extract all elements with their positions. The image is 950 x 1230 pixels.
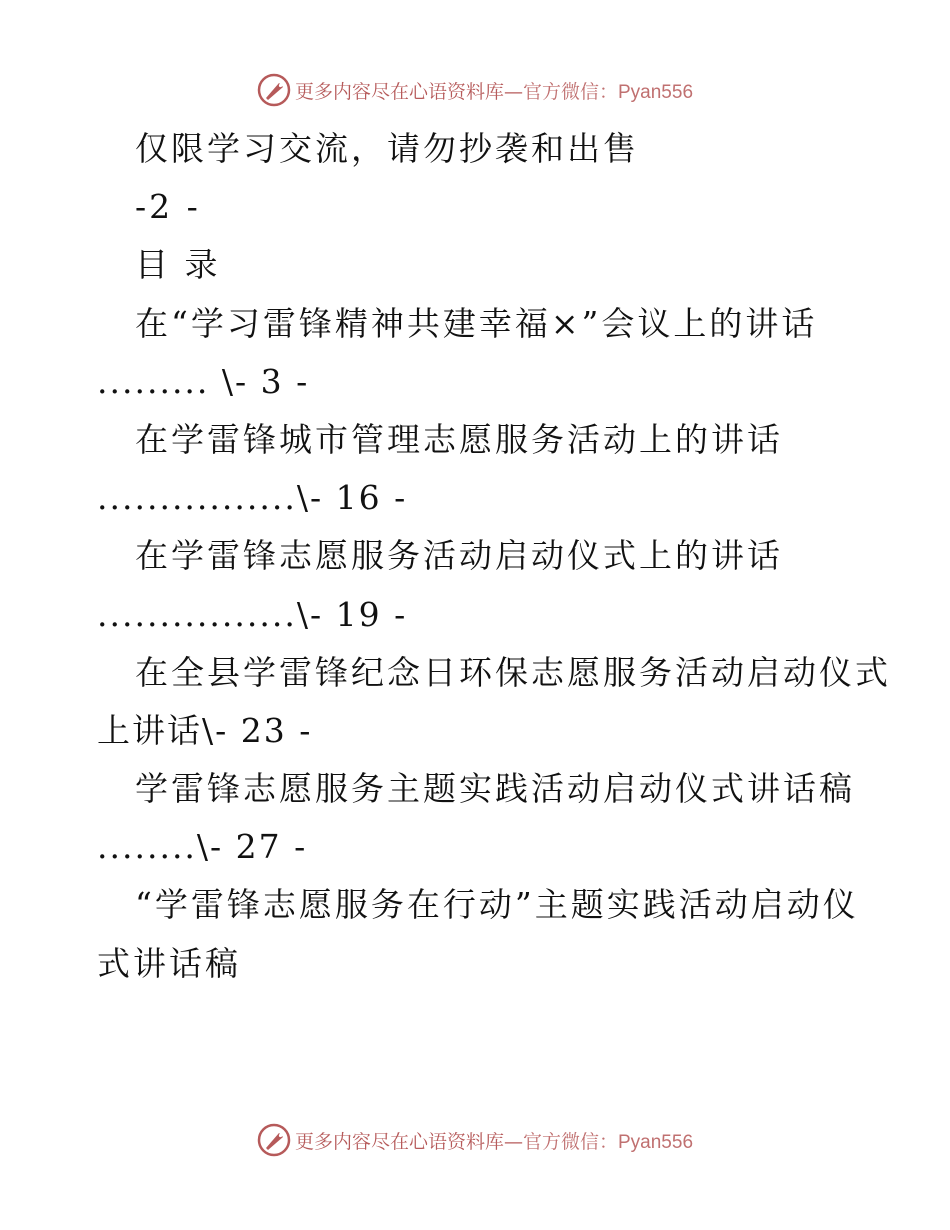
toc-entry-leader: ........\- 27 - xyxy=(97,827,308,867)
toc-entry-title: 在全县学雷锋纪念日环保志愿服务活动启动仪式 xyxy=(135,652,891,692)
toc-entry-leader: ................\- 19 - xyxy=(97,594,408,634)
toc-entry-leader: ......... \- 3 - xyxy=(97,361,310,401)
watermark-text: 更多内容尽在心语资料库— xyxy=(294,80,523,103)
toc-entry-leader: ................\- 16 - xyxy=(97,478,408,518)
toc-entry-leader: 式讲话稿 xyxy=(97,943,241,983)
toc-entry-title: “学雷锋志愿服务在行动”主题实践活动启动仪 xyxy=(135,885,859,925)
watermark-wechat: 官方微信：Pyan556 xyxy=(523,81,694,103)
pen-nib-logo-icon xyxy=(257,1123,291,1157)
watermark-wechat: 官方微信：Pyan556 xyxy=(523,1131,694,1153)
pen-nib-logo-icon xyxy=(257,73,291,107)
toc-entry-leader: 上讲话\- 23 - xyxy=(97,710,313,750)
header-watermark xyxy=(0,70,950,110)
toc-entry-title: 在学雷锋志愿服务活动启动仪式上的讲话 xyxy=(135,536,783,576)
document-body xyxy=(97,120,891,993)
toc-entry-title: 在学雷锋城市管理志愿服务活动上的讲话 xyxy=(135,419,783,459)
notice-text: 仅限学习交流，请勿抄袭和出售 xyxy=(135,129,639,168)
page-number: -2 - xyxy=(135,187,201,227)
footer-watermark xyxy=(0,1120,950,1160)
watermark-text: 更多内容尽在心语资料库— xyxy=(294,1130,523,1153)
toc-entry-title: 学雷锋志愿服务主题实践活动启动仪式讲话稿 xyxy=(135,769,855,809)
toc-title: 目 录 xyxy=(135,245,221,285)
toc-entry-title: 在“学习雷锋精神共建幸福×”会议上的讲话 xyxy=(135,303,818,343)
